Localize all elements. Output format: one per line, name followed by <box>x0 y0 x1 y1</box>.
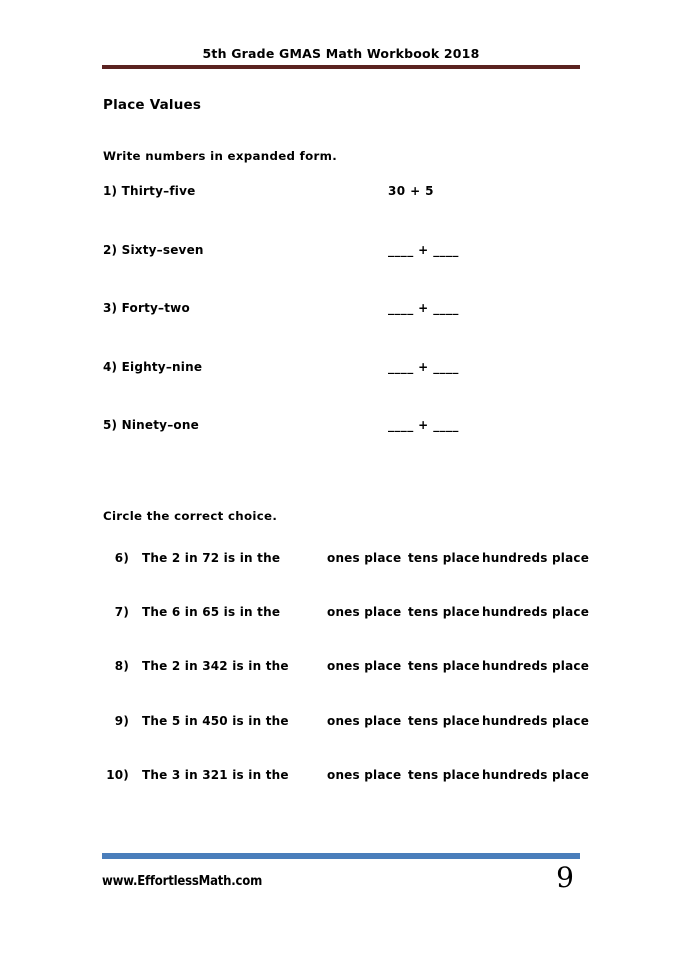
choice-option[interactable]: ones place <box>327 605 402 620</box>
list-item <box>103 243 583 302</box>
multiple-choice-list <box>103 551 590 822</box>
list-item <box>103 659 590 713</box>
choice-option[interactable]: ones place <box>327 551 402 565</box>
list-item <box>103 605 590 659</box>
multiple-choice-instruction: Circle the correct choice. <box>103 509 278 523</box>
problem-answer-blank[interactable]: ____ + ____ <box>388 418 459 432</box>
choice-option[interactable]: tens place <box>408 551 480 565</box>
problem-stem: The 6 in 65 is in the <box>142 605 281 620</box>
list-item <box>103 713 590 768</box>
problem-stem: The 3 in 321 is in the <box>142 767 289 782</box>
problem-answer-blank[interactable]: ____ + ____ <box>388 359 459 374</box>
choice-option[interactable]: hundreds place <box>482 659 590 674</box>
choice-option[interactable]: ones place <box>327 767 402 782</box>
choice-option[interactable]: tens place <box>408 767 480 782</box>
header-divider <box>102 65 580 69</box>
problem-number: 10) <box>106 767 129 782</box>
problem-stem: The 2 in 72 is in the <box>142 551 281 565</box>
choice-option[interactable]: hundreds place <box>482 551 590 565</box>
list-item <box>103 551 590 605</box>
problem-label: 3) Forty–two <box>103 301 190 315</box>
problem-label: 2) Sixty–seven <box>103 242 204 257</box>
list-item <box>103 301 583 360</box>
problem-stem: The 2 in 342 is in the <box>142 659 289 674</box>
problem-answer-blank[interactable]: ____ + ____ <box>388 242 459 257</box>
problem-answer-blank[interactable]: ____ + ____ <box>388 301 459 315</box>
expanded-form-instruction: Write numbers in expanded form. <box>103 149 337 163</box>
choice-option[interactable]: tens place <box>408 713 480 728</box>
choice-option[interactable]: ones place <box>327 713 402 728</box>
problem-answer[interactable]: 30 + 5 <box>388 184 434 198</box>
problem-number: 6) <box>114 551 129 565</box>
expanded-form-list <box>103 184 583 477</box>
problem-label: 1) Thirty–five <box>103 184 196 198</box>
choice-option[interactable]: hundreds place <box>482 605 590 620</box>
problem-stem: The 5 in 450 is in the <box>142 713 289 728</box>
choice-option[interactable]: tens place <box>408 659 480 674</box>
header-title: 5th Grade GMAS Math Workbook 2018 <box>202 46 480 61</box>
list-item <box>103 184 583 243</box>
problem-number: 9) <box>114 713 129 728</box>
page-number: 9 <box>556 861 574 894</box>
choice-option[interactable]: ones place <box>327 659 402 674</box>
problem-number: 7) <box>114 605 129 620</box>
list-item <box>103 767 590 822</box>
choice-option[interactable]: tens place <box>408 605 480 620</box>
page-title: Place Values <box>103 97 202 113</box>
footer-website[interactable]: www.EffortlessMath.com <box>102 874 263 889</box>
page-header <box>102 46 580 69</box>
footer-divider <box>102 853 580 859</box>
list-item <box>103 418 583 477</box>
choice-option[interactable]: hundreds place <box>482 767 590 782</box>
problem-number: 8) <box>114 659 129 674</box>
problem-label: 4) Eighty–nine <box>103 359 203 374</box>
problem-label: 5) Ninety–one <box>103 418 199 432</box>
choice-option[interactable]: hundreds place <box>482 713 590 728</box>
list-item <box>103 360 583 419</box>
